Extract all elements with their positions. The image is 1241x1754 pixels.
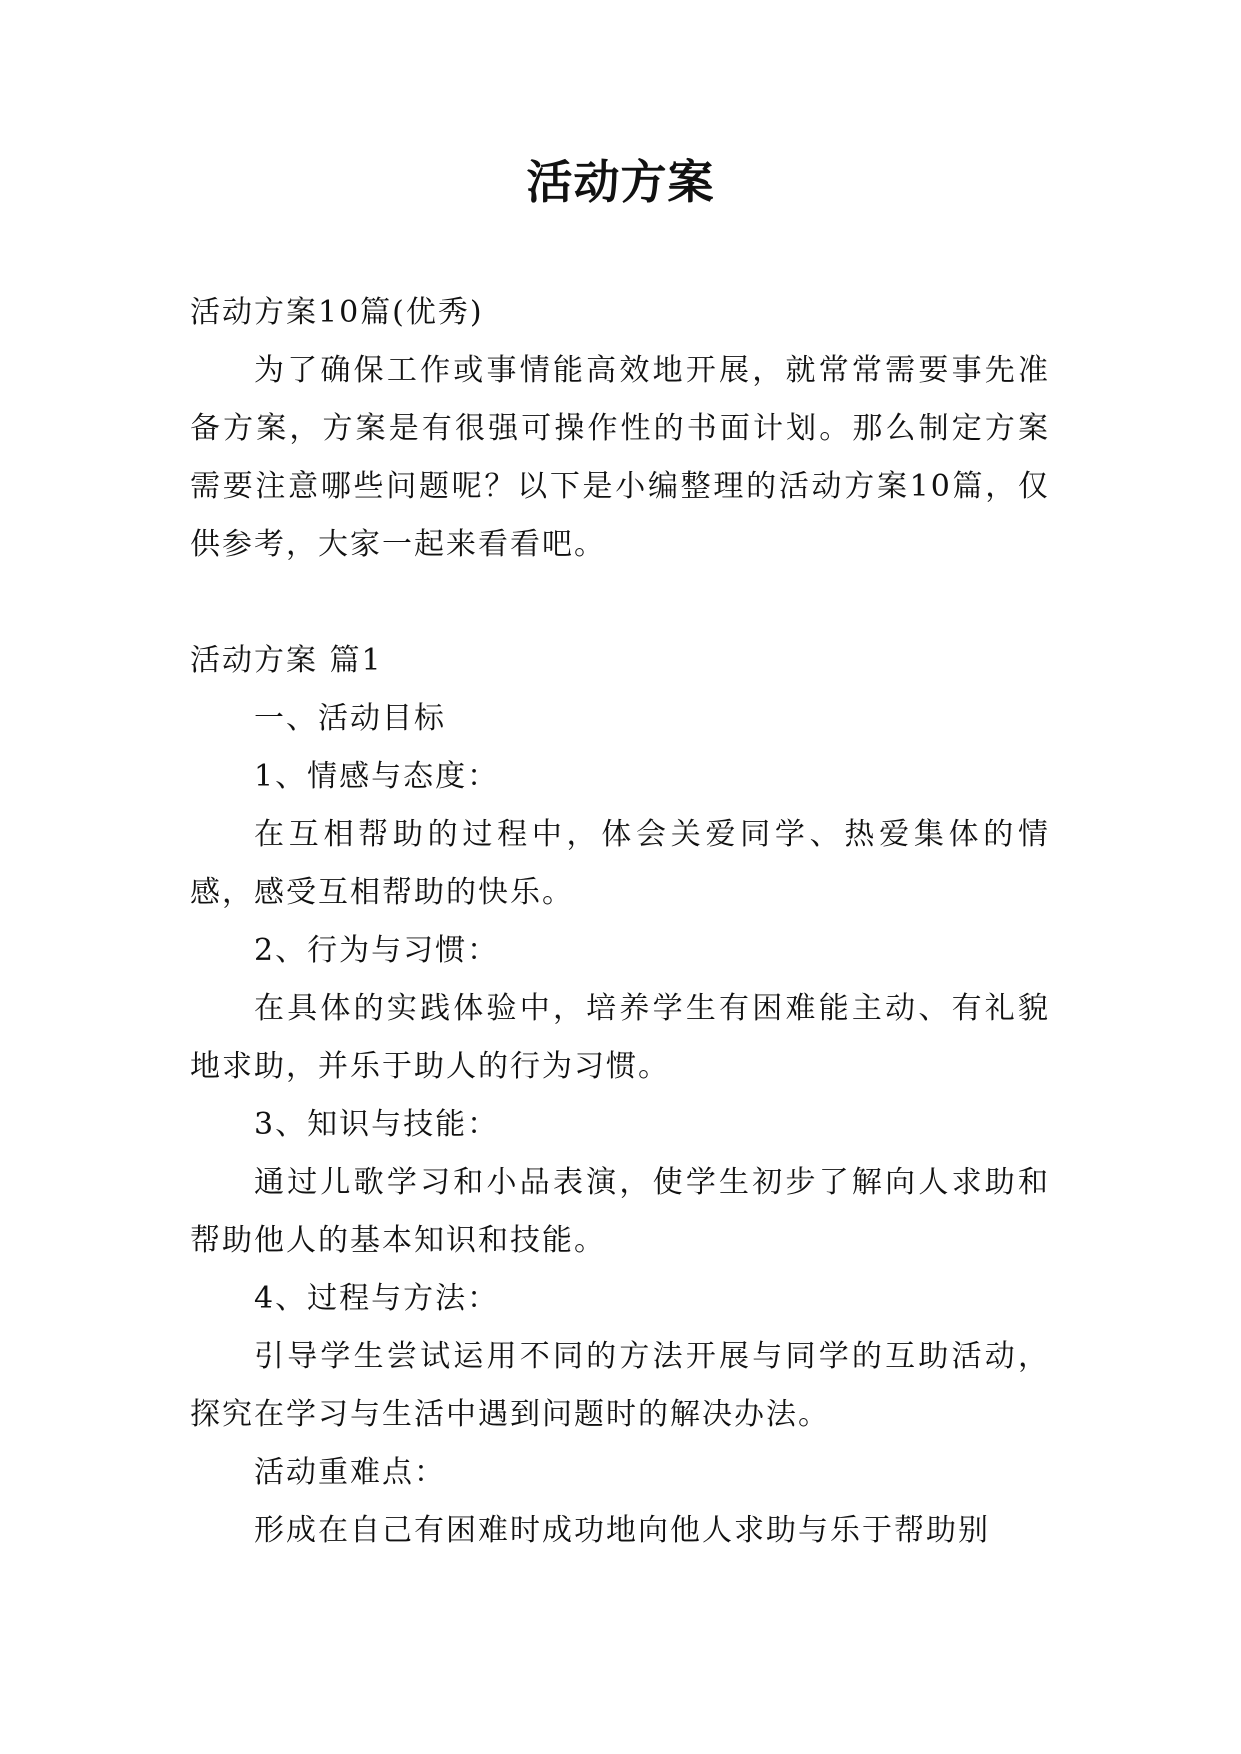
objective-1-heading: 1、情感与态度： bbox=[254, 759, 500, 794]
objective-2-text: 在具体的实践体验中，培养学生有困难能主动、有礼貌地求助，并乐于助人的行为习惯。 bbox=[190, 991, 1050, 1084]
objective-4-text: 引导学生尝试运用不同的方法开展与同学的互助活动，探究在学习与生活中遇到问题时的解决办法。 bbox=[190, 1339, 1050, 1432]
objective-heading: 一、活动目标 bbox=[254, 701, 446, 736]
objective-2-heading: 2、行为与习惯： bbox=[254, 933, 500, 968]
paragraph-spacer bbox=[190, 574, 1050, 632]
key-points-heading: 活动重难点： bbox=[254, 1455, 446, 1490]
objective-3-heading: 3、知识与技能： bbox=[254, 1107, 500, 1142]
intro-paragraph: 为了确保工作或事情能高效地开展，就常常需要事先准备方案，方案是有很强可操作性的书面计划。那么制定方案需要注意哪些问题呢？以下是小编整理的活动方案10篇，仅供参考，大家一起来看看吧。 bbox=[190, 353, 1050, 562]
document-body bbox=[190, 284, 1050, 1560]
page-title: 活动方案 bbox=[526, 155, 715, 209]
objective-1-text: 在互相帮助的过程中，体会关爱同学、热爱集体的情感，感受互相帮助的快乐。 bbox=[190, 817, 1050, 910]
key-points-text: 形成在自己有困难时成功地向他人求助与乐于帮助别 bbox=[254, 1513, 990, 1548]
document-subtitle: 活动方案10篇(优秀) bbox=[190, 295, 484, 330]
objective-3-text: 通过儿歌学习和小品表演，使学生初步了解向人求助和帮助他人的基本知识和技能。 bbox=[190, 1165, 1050, 1258]
section-heading: 活动方案 篇1 bbox=[190, 643, 383, 678]
objective-4-heading: 4、过程与方法： bbox=[254, 1281, 500, 1316]
